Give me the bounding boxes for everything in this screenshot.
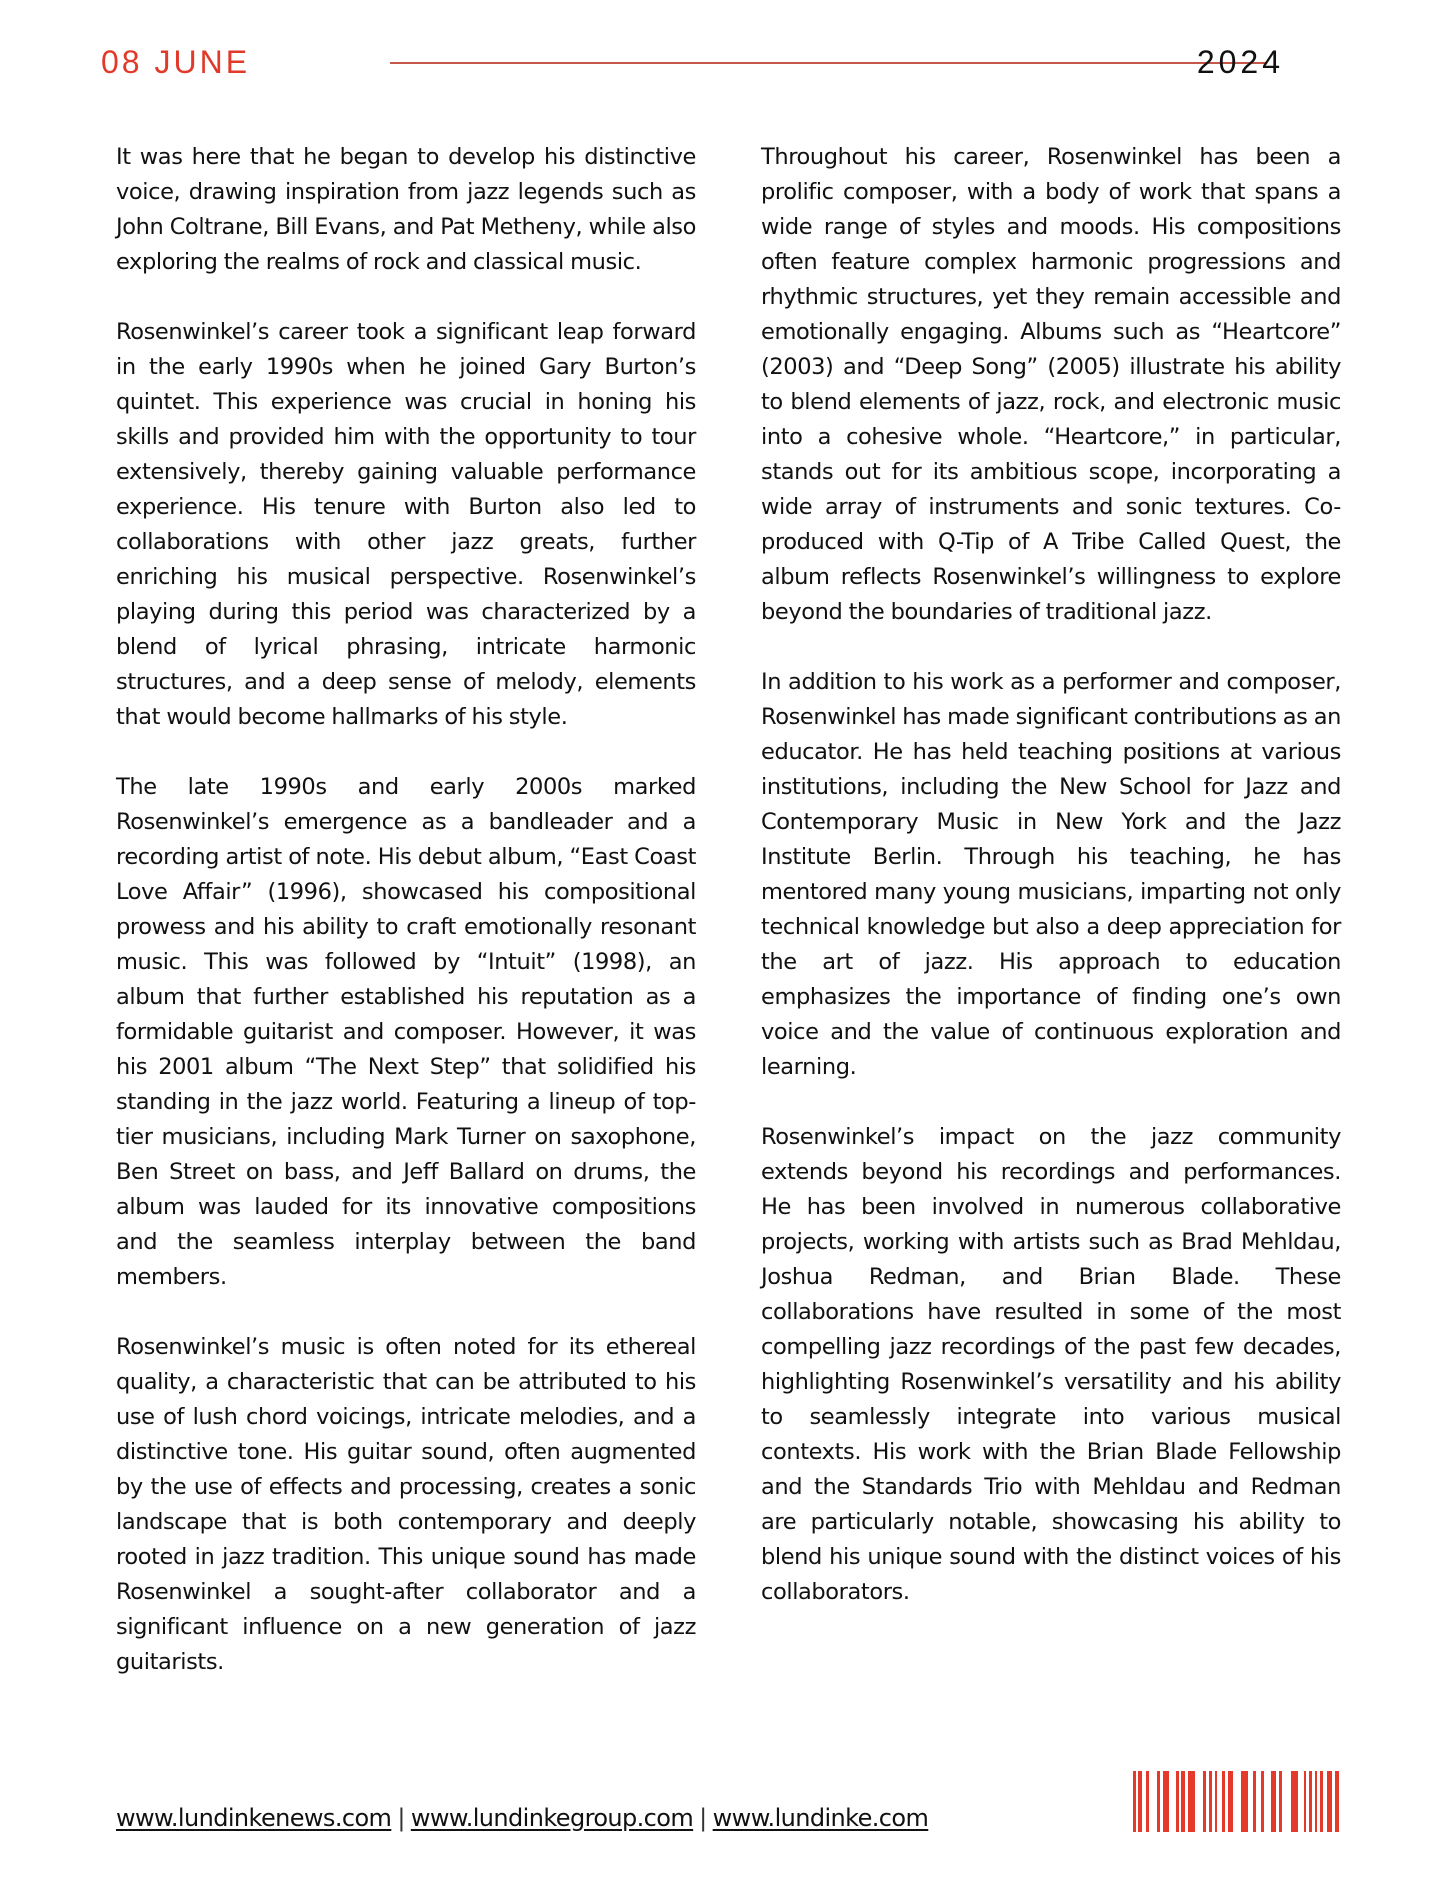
header-date: 08 JUNE [101,44,251,80]
header-divider [390,62,1266,64]
barcode-bar [1261,1771,1264,1832]
article-column-left [116,140,696,1715]
barcode-bar [1309,1771,1312,1832]
article-paragraph: Rosenwinkel’s music is often noted for its ethereal quality, a characteristic that can be attributed to his use of lush chord voicings, intricate melodies, and a distinctive tone. His guitar sound, often augmented by the use of effects and processing, creates a sonic landscape that is both contemporary and deeply rooted in jazz tradition. This unique sound has made Rosenwinkel a sought-after collaborator and a significant influence on a new generation of jazz guitarists. [116,1334,696,1675]
barcode-bar [1133,1771,1136,1832]
barcode-bar [1176,1771,1179,1832]
footer-separator: | [397,1804,405,1832]
barcode-bar [1241,1771,1248,1832]
barcode-bar [1253,1771,1256,1832]
barcode-bar [1315,1771,1317,1832]
footer-links [116,1803,928,1833]
footer-link-lundinkenews[interactable]: www.lundinkenews.com [116,1804,392,1832]
barcode-bar [1209,1771,1212,1832]
header-year: 2024 [1196,44,1284,80]
barcode-bar [1138,1771,1142,1832]
barcode-bar [1203,1771,1206,1832]
barcode-bar [1188,1771,1195,1832]
barcode-bar [1335,1771,1339,1832]
page-header [101,40,1284,84]
barcode-bar [1222,1771,1225,1832]
article-column-right [761,140,1341,1645]
barcode-bar [1320,1771,1323,1832]
article-paragraph: It was here that he began to develop his distinctive voice, drawing inspiration from jazz legends such as John Coltrane, Bill Evans, and Pat Metheny, while also exploring the realms of rock and classical music. [116,144,696,275]
footer-link-lundinke[interactable]: www.lundinke.com [712,1804,929,1832]
barcode-bar [1304,1771,1307,1832]
barcode-bar [1146,1771,1149,1832]
article-paragraph: Throughout his career, Rosenwinkel has been a prolific composer, with a body of work that spans a wide range of styles and moods. His compositions often feature complex harmonic progressions and rhythmic structures, yet they remain accessible and emotionally engaging. Albums such as “Heartcore” (2003) and “Deep Song” (2005) illustrate his ability to blend elements of jazz, rock, and electronic music into a cohesive whole. “Heartcore,” in particular, stands out for its ambitious scope, incorporating a wide array of instruments and sonic textures. Co-produced with Q-Tip of A Tribe Called Quest, the album reflects Rosenwinkel’s willingness to explore beyond the boundaries of traditional jazz. [761,144,1341,625]
barcode-bar [1181,1771,1185,1832]
article-paragraph: The late 1990s and early 2000s marked Rosenwinkel’s emergence as a bandleader and a recording artist of note. His debut album, “East Coast Love Affair” (1996), showcased his compositional prowess and his ability to craft emotionally resonant music. This was followed by “Intuit” (1998), an album that further established his reputation as a formidable guitarist and composer. However, it was his 2001 album “The Next Step” that solidified his standing in the jazz world. Featuring a lineup of top-tier musicians, including Mark Turner on saxophone, Ben Street on bass, and Jeff Ballard on drums, the album was lauded for its innovative compositions and the seamless interplay between the band members. [116,774,696,1290]
barcode-bar [1291,1771,1298,1832]
barcode-bar [1271,1771,1276,1832]
barcode-bar [1327,1771,1332,1832]
barcode-bar [1157,1771,1160,1832]
barcode-bar [1279,1771,1282,1832]
barcode-bar [1163,1771,1170,1832]
article-paragraph: Rosenwinkel’s impact on the jazz community extends beyond his recordings and performances. He has been involved in numerous collaborative projects, working with artists such as Brad Mehldau, Joshua Redman, and Brian Blade. These collaborations have resulted in some of the most compelling jazz recordings of the past few decades, highlighting Rosenwinkel’s versatility and his ability to seamlessly integrate into various musical contexts. His work with the Brian Blade Fellowship and the Standards Trio with Mehldau and Redman are particularly notable, showcasing his ability to blend his unique sound with the distinct voices of his collaborators. [761,1124,1341,1605]
article-paragraph: In addition to his work as a performer and composer, Rosenwinkel has made significant contributions as an educator. He has held teaching positions at various institutions, including the New School for Jazz and Contemporary Music in New York and the Jazz Institute Berlin. Through his teaching, he has mentored many young musicians, imparting not only technical knowledge but also a deep appreciation for the art of jazz. His approach to education emphasizes the importance of finding one’s own voice and the value of continuous exploration and learning. [761,669,1341,1080]
barcode-icon [1133,1771,1340,1832]
footer-link-lundinkegroup[interactable]: www.lundinkegroup.com [410,1804,694,1832]
article-paragraph: Rosenwinkel’s career took a significant leap forward in the early 1990s when he joined Gary Burton’s quintet. This experience was crucial in honing his skills and provided him with the opportunity to tour extensively, thereby gaining valuable performance experience. His tenure with Burton also led to collaborations with other jazz greats, further enriching his musical perspective. Rosenwinkel’s playing during this period was characterized by a blend of lyrical phrasing, intricate harmonic structures, and a deep sense of melody, elements that would become hallmarks of his style. [116,319,696,730]
barcode-bar [1228,1771,1233,1832]
barcode-bar [1215,1771,1217,1832]
footer-separator: | [699,1804,707,1832]
